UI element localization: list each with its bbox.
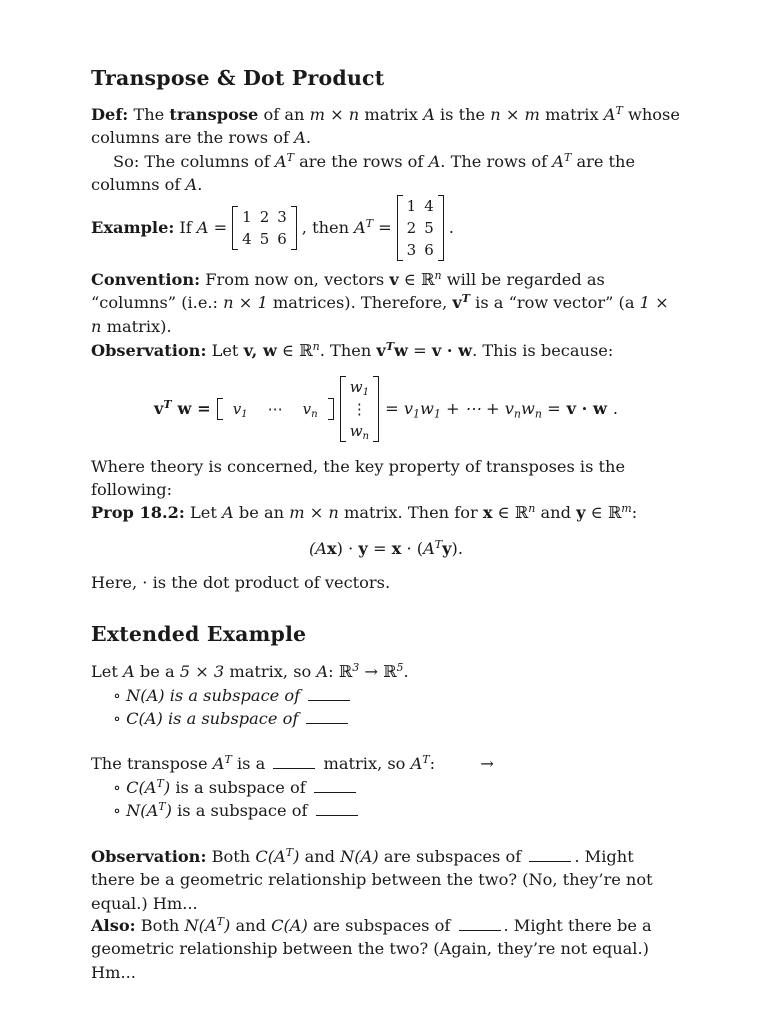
math: w = bbox=[177, 399, 211, 419]
text: of an bbox=[263, 105, 305, 124]
matrix-AT bbox=[397, 195, 444, 261]
text: whose columns are the rows of bbox=[91, 105, 680, 148]
matrix-entry: 4 bbox=[424, 197, 434, 215]
math: n × 1 bbox=[223, 293, 268, 313]
text: If bbox=[179, 218, 192, 238]
text: . bbox=[448, 218, 454, 238]
prop-paragraph: Prop 18.2: Let A be an m × n matrix. Then for x ∈ ℝ$^n$ and y ∈ ℝ$^m$: bbox=[91, 501, 638, 522]
text: matrix). bbox=[106, 316, 172, 336]
text: matrix bbox=[545, 105, 599, 124]
math-AT: $A^T$ bbox=[354, 217, 374, 238]
vector-vT: $v^T$ bbox=[452, 292, 470, 313]
column-vector: $w_1$ ⋮ $w_n$ bbox=[340, 376, 379, 442]
list-item: ∘ $C(A^T)$ is a subspace of bbox=[91, 776, 681, 799]
text: matrix bbox=[364, 105, 418, 124]
example-row bbox=[91, 194, 681, 262]
vectors-vw: v, w bbox=[243, 341, 277, 360]
math: m × n bbox=[289, 503, 339, 522]
matrix-entry: 6 bbox=[277, 230, 287, 248]
def-label: Def: bbox=[91, 105, 129, 124]
text: ∈ ℝ bbox=[590, 503, 622, 522]
math: A = bbox=[196, 218, 228, 238]
row-vector: $v_1$ ⋯ $v_n$ bbox=[217, 398, 334, 420]
example-label: Example: bbox=[91, 218, 175, 238]
matrix-entry: 2 bbox=[406, 219, 417, 237]
superscript: n bbox=[434, 268, 442, 282]
list-item: ∘ C(A) is a subspace of bbox=[91, 707, 681, 730]
math: A bbox=[185, 175, 198, 195]
observation-paragraph: Observation: Let v, w ∈ ℝ$^n$. Then $v^Tw = v \cdot w$. This is because: bbox=[91, 339, 614, 360]
answer-blank[interactable] bbox=[316, 801, 358, 816]
text: matrices). Therefore, bbox=[272, 293, 448, 313]
matrix-A bbox=[232, 206, 297, 250]
text: is the bbox=[439, 105, 486, 124]
so-paragraph bbox=[91, 150, 681, 197]
text: ∈ ℝ bbox=[497, 503, 529, 522]
math: A bbox=[294, 128, 306, 148]
text: The bbox=[133, 105, 165, 124]
transpose-term: transpose bbox=[169, 105, 259, 124]
text: So: The columns of bbox=[113, 152, 270, 171]
text: . bbox=[305, 128, 311, 148]
convention-paragraph bbox=[91, 268, 681, 338]
section-heading: Extended Example bbox=[91, 622, 307, 646]
matrix-entry: 3 bbox=[277, 208, 287, 226]
text: are the rows of bbox=[299, 152, 424, 171]
answer-blank[interactable] bbox=[273, 754, 315, 769]
text: Where theory is concerned, the key property of transposes is the following: bbox=[91, 457, 626, 500]
matrix-entry: 3 bbox=[406, 241, 417, 259]
text: Let bbox=[91, 662, 118, 681]
prop-label: Prop 18.2: bbox=[91, 503, 185, 522]
matrix-entry: 5 bbox=[259, 230, 270, 248]
matrix-entry: 1 bbox=[242, 208, 252, 226]
math: n × m bbox=[490, 105, 540, 124]
matrix-entry: 1 bbox=[406, 197, 417, 215]
text: Here, · is the dot product of vectors. bbox=[91, 573, 391, 592]
math: A bbox=[222, 503, 234, 522]
text: and bbox=[540, 503, 571, 522]
here-line bbox=[91, 571, 681, 594]
math: A bbox=[423, 105, 435, 124]
vector-vT-w: $v^Tw$ bbox=[376, 339, 408, 360]
transpose-line: The transpose $A^T$ is a matrix, so $A^T$: → bbox=[91, 752, 494, 773]
definition-paragraph bbox=[91, 103, 681, 150]
observation-label: Observation: bbox=[91, 341, 207, 360]
matrix-entry: 6 bbox=[424, 241, 434, 259]
answer-blank[interactable] bbox=[308, 686, 350, 701]
text: Let bbox=[211, 341, 239, 360]
matrix-entry: 4 bbox=[242, 230, 252, 248]
text: will be regarded as “columns” (i.e.: bbox=[91, 270, 605, 313]
text: ∈ ℝ bbox=[403, 270, 435, 289]
answer-blank[interactable] bbox=[459, 916, 501, 931]
prop-formula: $(Ax) \cdot y = x \cdot (A^Ty)$. bbox=[308, 537, 464, 558]
vector-x: x bbox=[482, 503, 493, 522]
math-AT: $A^T$ bbox=[274, 150, 294, 171]
text: , then bbox=[301, 218, 350, 238]
bullet-list-2 bbox=[91, 776, 681, 823]
text: matrix. Then for bbox=[344, 503, 478, 522]
text: ∈ ℝ bbox=[282, 341, 313, 360]
v-dot-w: v · w bbox=[431, 341, 473, 360]
text: = bbox=[378, 218, 392, 238]
vector-v: v bbox=[389, 270, 399, 289]
math-AT: $A^T$ bbox=[552, 150, 572, 171]
answer-blank[interactable] bbox=[529, 847, 571, 862]
theory-line bbox=[91, 455, 681, 502]
text: . Then bbox=[319, 341, 372, 360]
v-dot-w: v · w bbox=[566, 399, 607, 419]
page-title: Transpose & Dot Product bbox=[91, 66, 385, 90]
matrix-entry: 5 bbox=[424, 219, 434, 237]
text: . This is because: bbox=[472, 341, 614, 360]
text: are the columns of bbox=[91, 152, 636, 195]
matrix-entry: 2 bbox=[259, 208, 270, 226]
math: 1 × n bbox=[91, 293, 669, 336]
vT: $v^T$ bbox=[153, 398, 172, 419]
text: Let bbox=[190, 503, 217, 522]
math-AT: $A^T$ bbox=[603, 103, 623, 124]
text: is a “row vector” (a bbox=[475, 293, 635, 313]
section-title bbox=[91, 64, 681, 94]
vector-y: y bbox=[576, 503, 586, 522]
answer-blank[interactable] bbox=[306, 709, 348, 724]
expansion: = $v_1w_1$ + ⋯ + $v_nw_n$ = bbox=[385, 399, 561, 421]
display-equation bbox=[91, 372, 681, 446]
observation2-paragraph: Observation: Both $C(A^T)$ and N(A) are subspaces of . Might there be a geometric relationship between the two? (No, they’re not equal.) Hm... bbox=[91, 845, 653, 913]
math: A bbox=[428, 152, 441, 171]
text: . bbox=[612, 399, 619, 419]
text: be an bbox=[238, 503, 285, 522]
answer-blank[interactable] bbox=[314, 778, 356, 793]
text: . The rows of bbox=[440, 152, 548, 171]
text: From now on, vectors bbox=[205, 270, 385, 289]
math: m × n bbox=[309, 105, 360, 124]
text: = bbox=[413, 341, 427, 360]
convention-label: Convention: bbox=[91, 270, 201, 289]
list-item: ∘ N(A) is a subspace of bbox=[91, 684, 681, 707]
also-paragraph: Also: Both $N(A^T)$ and C(A) are subspaces of . Might there be a geometric relationship between the two? (Again, they’re not equal.) Hm... bbox=[91, 914, 652, 982]
list-item: ∘ $N(A^T)$ is a subspace of bbox=[91, 799, 681, 822]
text: . bbox=[197, 175, 203, 195]
extended-title bbox=[91, 620, 681, 650]
extended-intro: Let A be a 5 × 3 matrix, so A: ℝ$^3$ → ℝ$^5$. bbox=[91, 660, 409, 681]
bullet-list-1 bbox=[91, 684, 681, 731]
